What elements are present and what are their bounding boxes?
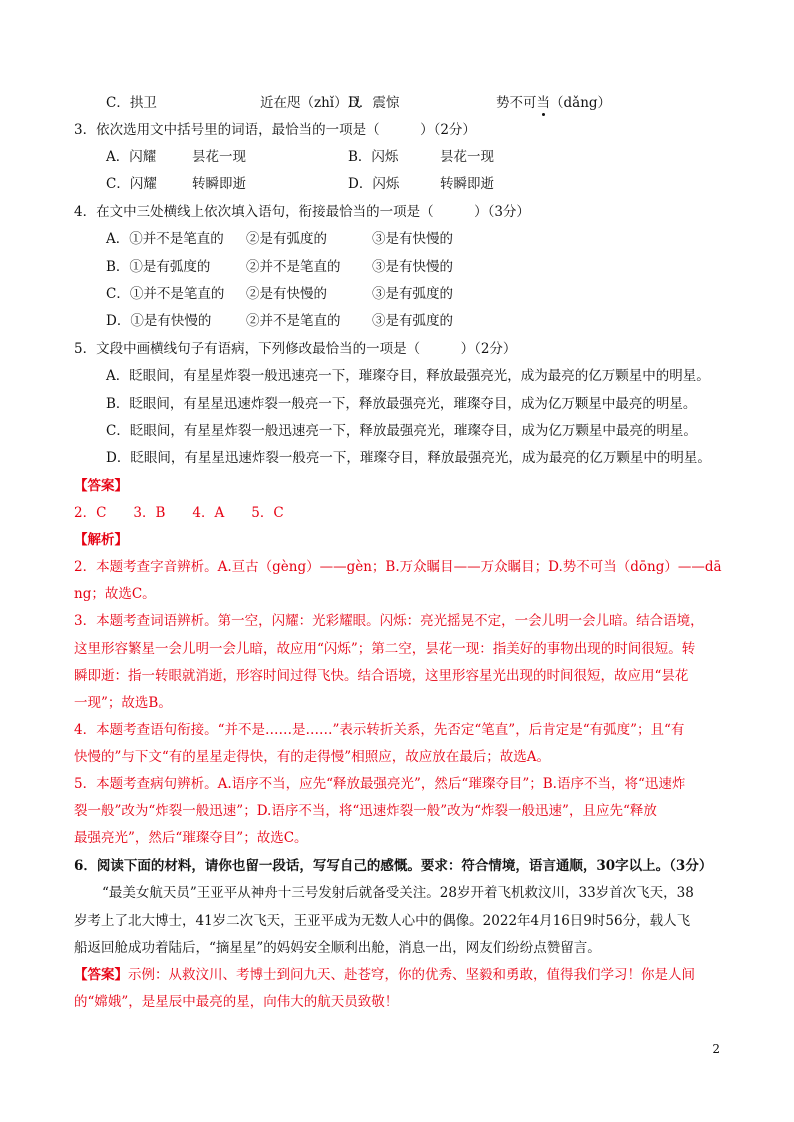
q4-option-a: A．①并不是笔直的 bbox=[106, 231, 224, 247]
q6-material-line: 船返回舱成功着陆后，“摘星星”的妈妈安全顺利出舱，消息一出，网友们纷纷点赞留言。 bbox=[74, 940, 601, 956]
q5-option-b: B．眨眼间，有星星迅速炸裂一般亮一下，释放最强亮光，璀璨夺目，成为亿万颗星中最亮的明星。 bbox=[106, 396, 697, 412]
q6-material-line: “最美女航天员”王亚平从神舟十三号发射后就备受关注。28岁开着飞机救汶川，33岁首次飞天，38 bbox=[102, 885, 694, 901]
q3-option-c: C．闪耀 bbox=[106, 176, 157, 192]
analysis-line: 瞬即逝：指一转眼就消逝，形容时间过得飞快。结合语境，这里形容星光出现的时间很短，故应用“昙花 bbox=[74, 668, 689, 684]
page-number: 2 bbox=[712, 1042, 720, 1056]
q6-material-line: 岁考上了北大博士，41岁二次飞天，王亚平成为无数人心中的偶像。2022年4月16日9时56分，载人飞 bbox=[74, 913, 691, 929]
answer-content: 2．C 3．B 4．A 5．C bbox=[74, 505, 284, 521]
analysis-line: 4．本题考查语句衔接。“并不是……是……”表示转折关系，先否定“笔直”，后肯定是“有弧度”；且“有 bbox=[74, 722, 685, 738]
q4-option-c-3: ③是有弧度的 bbox=[372, 286, 453, 302]
q4-option-d: D．①是有快慢的 bbox=[106, 313, 212, 329]
q3-option-b: B．闪烁 bbox=[348, 149, 399, 165]
q4-option-a-2: ②是有弧度的 bbox=[246, 231, 327, 247]
q3-option-a: A．闪耀 bbox=[106, 149, 157, 165]
q3-option-d-word: 转瞬即逝 bbox=[440, 176, 494, 192]
q2-option-c-word: 近在咫（zhǐ）尺 bbox=[260, 95, 362, 111]
q2-option-d-word: 势不可当（dǎng） bbox=[496, 95, 612, 111]
emphasis-dot-char: 当 bbox=[536, 95, 550, 111]
q4-option-b: B．①是有弧度的 bbox=[106, 259, 211, 275]
q5-stem: 5．文段中画横线句子有语病，下列修改最恰当的一项是（ ）（2分） bbox=[74, 341, 517, 357]
q4-option-a-3: ③是有快慢的 bbox=[372, 231, 453, 247]
q2-option-c: C．拱卫 bbox=[106, 95, 157, 111]
analysis-line: 2．本题考查字音辨析。A.亘古（gèng）——gèn；B.万众瞩目——万众瞩目；D.势不可当（dōng）——dā bbox=[74, 559, 722, 575]
q6-answer-row bbox=[74, 966, 695, 984]
q3-stem: 3．依次选用文中括号里的词语，最恰当的一项是（ ）（2分） bbox=[74, 122, 476, 138]
q5-option-c: C．眨眼间，有星星炸裂一般迅速亮一下，释放最强亮光，璀璨夺目，成为亿万颗星中最亮的明星。 bbox=[106, 423, 697, 439]
analysis-line: 这里形容繁星一会儿明一会儿暗，故应用“闪烁”；第二空，昙花一现：指美好的事物出现的时间很短。转 bbox=[74, 641, 696, 657]
q4-option-b-2: ②并不是笔直的 bbox=[246, 259, 341, 275]
q6-answer-title: 【答案】 bbox=[74, 967, 128, 983]
q3-option-d: D．闪烁 bbox=[348, 176, 400, 192]
q4-option-b-3: ③是有快慢的 bbox=[372, 259, 453, 275]
q6-stem: 6．阅读下面的材料，请你也留一段话，写写自己的感慨。要求：符合情境，语言通顺，30字以上。（3分） bbox=[74, 858, 713, 874]
analysis-line: ng；故选C。 bbox=[74, 586, 156, 602]
q4-option-d-3: ③是有弧度的 bbox=[372, 313, 453, 329]
q3-option-c-word: 转瞬即逝 bbox=[192, 176, 246, 192]
analysis-line: 最强亮光”，然后“璀璨夺目”；故选C。 bbox=[74, 830, 308, 846]
q4-stem: 4．在文中三处横线上依次填入语句，衔接最恰当的一项是（ ）（3分） bbox=[74, 204, 530, 220]
answer-title: 【答案】 bbox=[74, 478, 128, 494]
q2-option-d: D．震惊 bbox=[348, 95, 400, 111]
analysis-line: 3．本题考查词语辨析。第一空，闪耀：光彩耀眼。闪烁：亮光摇晃不定，一会儿明一会儿暗。结合语境， bbox=[74, 613, 704, 629]
analysis-line: 裂一般”改为“炸裂一般迅速”；D.语序不当，将“迅速炸裂一般”改为“炸裂一般迅速”，且应先“释放 bbox=[74, 803, 657, 819]
q3-option-a-word: 昙花一现 bbox=[192, 149, 246, 165]
q3-option-b-word: 昙花一现 bbox=[440, 149, 494, 165]
analysis-line: 快慢的”与下文“有的星星走得快，有的走得慢”相照应，故应放在最后；故选A。 bbox=[74, 749, 550, 765]
q5-option-d: D．眨眼间，有星星迅速炸裂一般亮一下，璀璨夺目，释放最强亮光，成为最亮的亿万颗星中的明星。 bbox=[106, 450, 711, 466]
q4-option-c: C．①并不是笔直的 bbox=[106, 286, 225, 302]
analysis-title: 【解析】 bbox=[74, 532, 128, 548]
q4-option-d-2: ②并不是笔直的 bbox=[246, 313, 341, 329]
analysis-line: 一现”；故选B。 bbox=[74, 695, 172, 711]
q6-answer-line: 示例：从救汶川、考博士到问九天、赴苍穹，你的优秀、坚毅和勇敢，值得我们学习！你是人间 bbox=[128, 967, 695, 983]
q4-option-c-2: ②是有快慢的 bbox=[246, 286, 327, 302]
analysis-line: 5．本题考查病句辨析。A.语序不当，应先“释放最强亮光”，然后“璀璨夺目”；B.语序不当，将“迅速炸 bbox=[74, 776, 686, 792]
q6-answer-line: 的“嫦娥”，是星辰中最亮的星，向伟大的航天员致敬！ bbox=[74, 994, 399, 1010]
q5-option-a: A．眨眼间，有星星炸裂一般迅速亮一下，璀璨夺目，释放最强亮光，成为最亮的亿万颗星中的明星。 bbox=[106, 368, 710, 384]
